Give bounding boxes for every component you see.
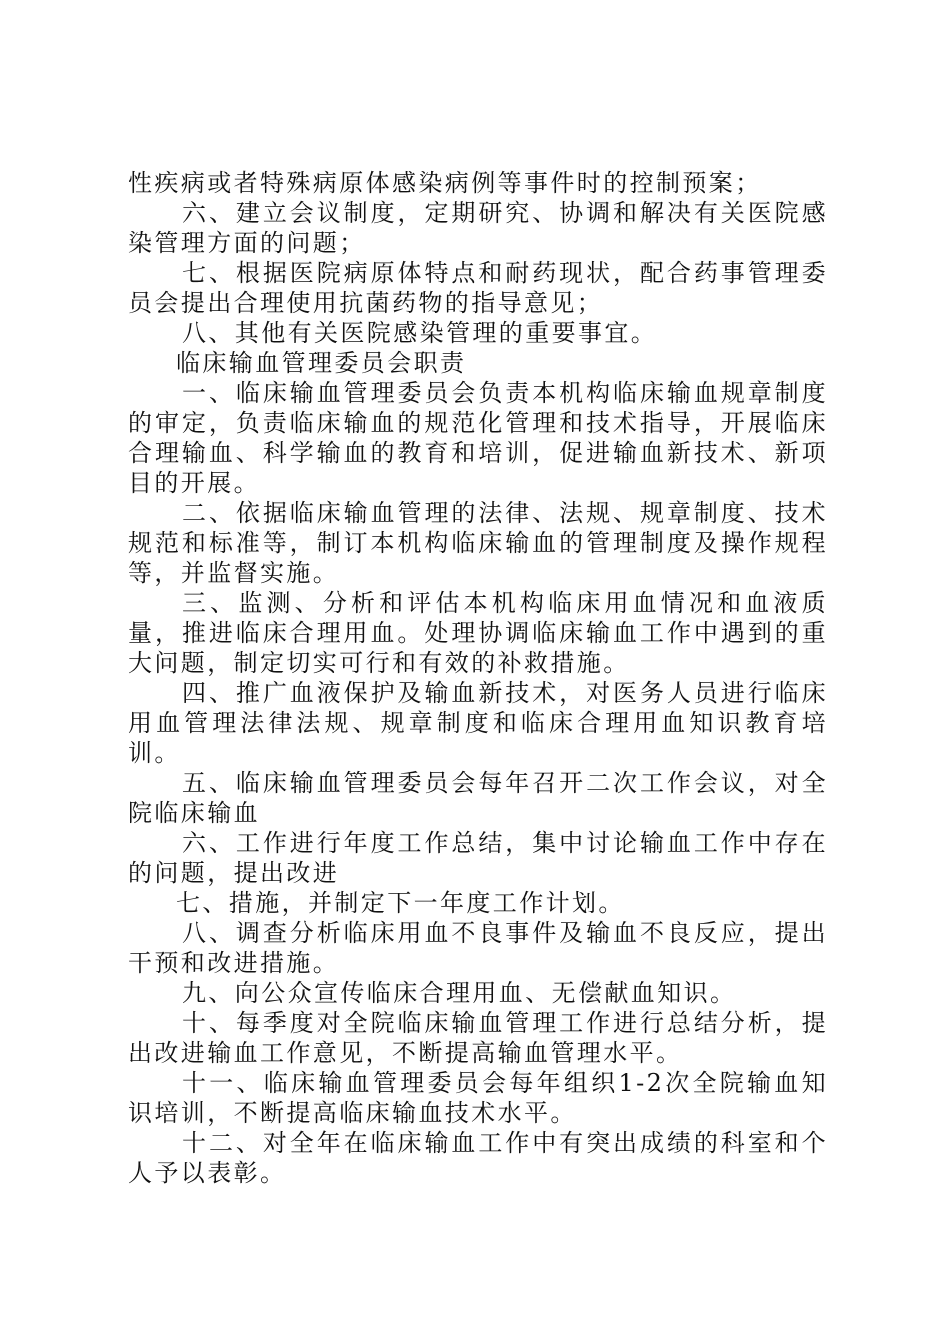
paragraph-item-12: 十二、对全年在临床输血工作中有突出成绩的科室和个人予以表彰。 bbox=[128, 1129, 828, 1187]
paragraph-item-6: 六、建立会议制度，定期研究、协调和解决有关医院感染管理方面的问题； bbox=[128, 199, 828, 257]
paragraph-item-9: 九、向公众宣传临床合理用血、无偿献血知识。 bbox=[182, 979, 737, 1007]
paragraph-item-11: 十一、临床输血管理委员会每年组织1-2次全院输血知识培训，不断提高临床输血技术水平。 bbox=[128, 1069, 828, 1127]
paragraph-item-8b: 八、调查分析临床用血不良事件及输血不良反应，提出干预和改进措施。 bbox=[128, 919, 828, 977]
paragraph-item-7b: 七、措施，并制定下一年度工作计划。 bbox=[176, 889, 625, 917]
section-heading: 临床输血管理委员会职责 bbox=[176, 349, 467, 377]
paragraph-item-8: 八、其他有关医院感染管理的重要事宜。 bbox=[182, 319, 658, 347]
paragraph-continuation: 性疾病或者特殊病原体感染病例等事件时的控制预案； bbox=[128, 169, 762, 197]
paragraph-item-10: 十、每季度对全院临床输血管理工作进行总结分析，提出改进输血工作意见，不断提高输血管理水平。 bbox=[128, 1009, 828, 1067]
paragraph-item-6b: 六、工作进行年度工作总结，集中讨论输血工作中存在的问题，提出改进 bbox=[128, 829, 828, 887]
paragraph-item-1: 一、临床输血管理委员会负责本机构临床输血规章制度的审定，负责临床输血的规范化管理和技术指导，开展临床合理输血、科学输血的教育和培训，促进输血新技术、新项目的开展。 bbox=[128, 379, 828, 497]
paragraph-item-5: 五、临床输血管理委员会每年召开二次工作会议，对全院临床输血 bbox=[128, 769, 828, 827]
paragraph-item-2: 二、依据临床输血管理的法律、法规、规章制度、技术规范和标准等，制订本机构临床输血的管理制度及操作规程等，并监督实施。 bbox=[128, 499, 828, 587]
document-body bbox=[128, 168, 828, 1188]
paragraph-item-3: 三、监测、分析和评估本机构临床用血情况和血液质量，推进临床合理用血。处理协调临床输血工作中遇到的重大问题，制定切实可行和有效的补救措施。 bbox=[128, 589, 828, 677]
paragraph-item-4: 四、推广血液保护及输血新技术，对医务人员进行临床用血管理法律法规、规章制度和临床合理用血知识教育培训。 bbox=[128, 679, 828, 767]
paragraph-item-7: 七、根据医院病原体特点和耐药现状，配合药事管理委员会提出合理使用抗菌药物的指导意见； bbox=[128, 259, 828, 317]
